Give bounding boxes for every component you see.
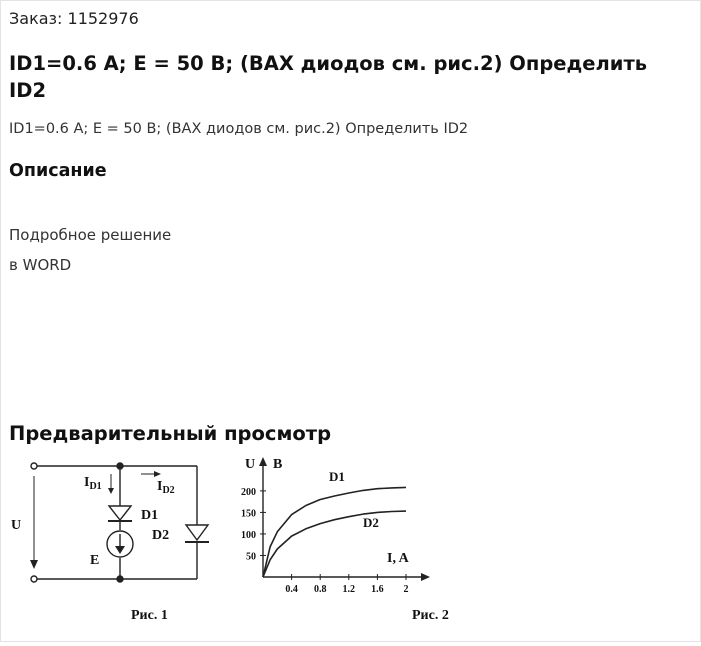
description-line-2: в WORD <box>9 256 72 274</box>
preview-image <box>0 448 701 642</box>
y-axis-unit: B <box>273 457 283 472</box>
label-d1: D1 <box>141 508 159 523</box>
task-subtitle: ID1=0.6 А; E = 50 В; (ВАХ диодов см. рис.2) Определить ID2 <box>9 121 469 137</box>
source-e-symbol <box>107 531 133 557</box>
label-id1: $I_{D1}$ <box>84 475 102 492</box>
x-tick-label: 0.4 <box>285 584 298 595</box>
label-e: E <box>90 553 100 568</box>
preview-heading: Предварительный просмотр <box>9 422 332 445</box>
task-title: ID1=0.6 А; E = 50 В; (ВАХ диодов см. рис.2) Определить ID2 <box>9 52 648 102</box>
terminal-top <box>31 463 37 469</box>
series-line-d1 <box>263 487 406 577</box>
y-tick-label: 150 <box>241 508 256 520</box>
x-axis-arrow <box>421 573 430 581</box>
fig1-caption: Рис. 1 <box>131 608 168 623</box>
x-tick-label: 0.8 <box>313 584 327 595</box>
circuit-diagram <box>30 463 209 582</box>
x-axis-label: I, A <box>387 551 409 566</box>
y-tick-label: 100 <box>241 529 256 541</box>
y-tick-label: 50 <box>246 551 256 563</box>
series-line-d2 <box>263 511 406 577</box>
order-number: Заказ: 1152976 <box>9 9 139 28</box>
y-axis-arrow <box>259 457 267 466</box>
preview-svg <box>0 448 701 642</box>
label-u: U <box>11 518 22 533</box>
diode-d2-symbol <box>185 525 209 542</box>
fig2-caption: Рис. 2 <box>412 608 449 623</box>
curve-d2-label: D2 <box>363 515 379 530</box>
description-line-1: Подробное решение <box>9 226 172 244</box>
diode-d1-symbol <box>108 506 132 521</box>
x-tick-label: 1.2 <box>342 584 356 595</box>
description-heading: Описание <box>9 161 107 181</box>
terminal-bottom <box>31 576 37 582</box>
x-tick-label: 1.6 <box>371 584 384 595</box>
label-d2: D2 <box>152 528 170 543</box>
label-id2: $I_{D2}$ <box>157 479 175 496</box>
x-tick-label: 2 <box>403 584 409 595</box>
y-axis-label: U <box>245 457 256 472</box>
curve-d1-label: D1 <box>329 469 345 484</box>
vac-chart <box>241 457 430 595</box>
y-tick-label: 200 <box>241 486 256 498</box>
